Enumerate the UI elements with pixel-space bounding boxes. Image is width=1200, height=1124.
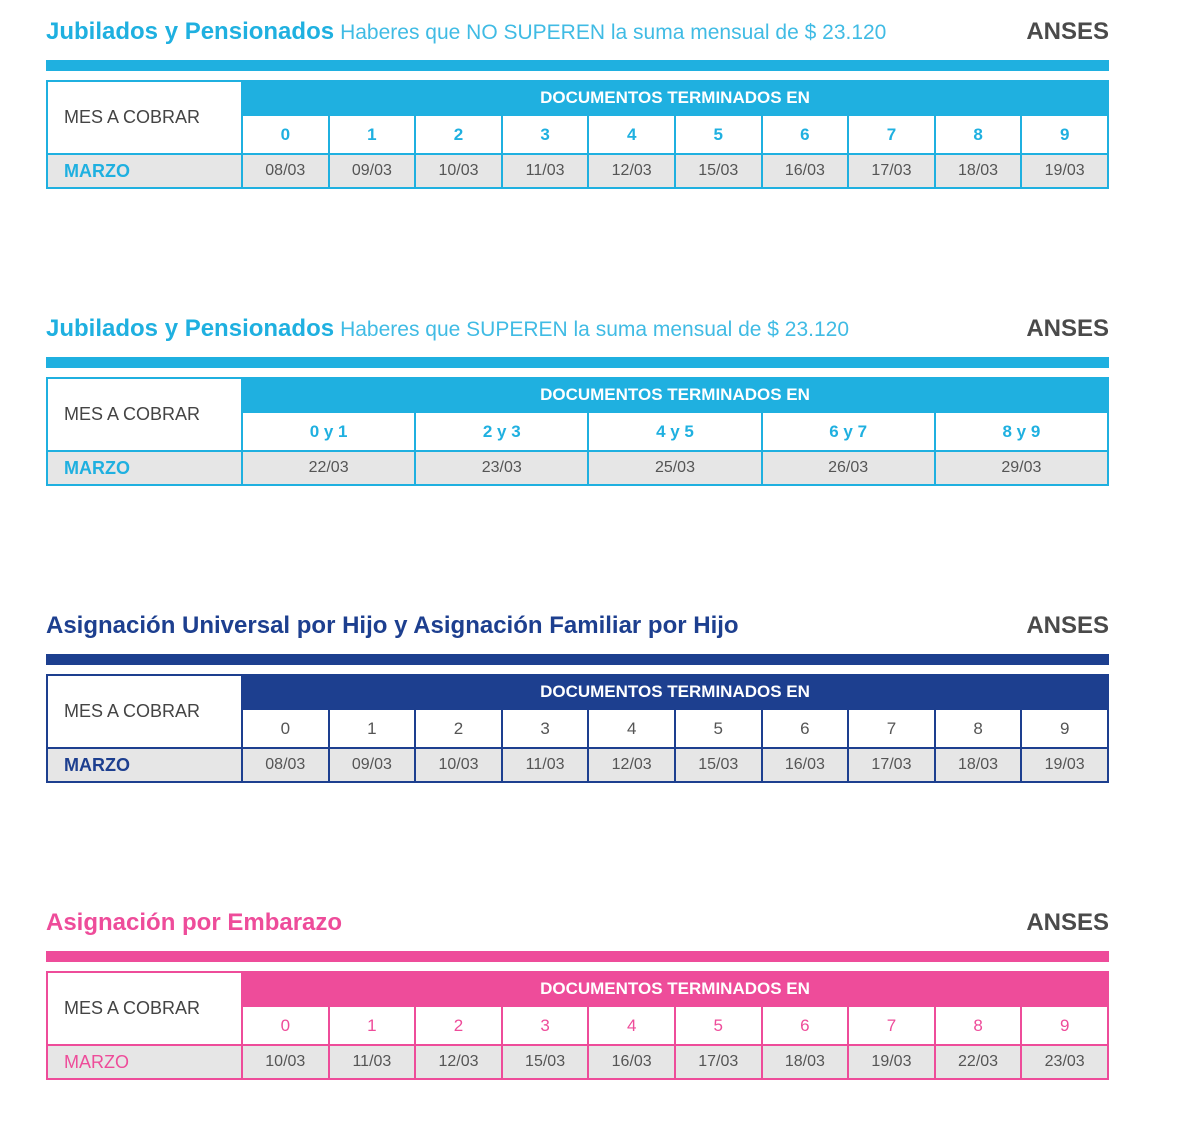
date-cell: 16/03 (588, 1045, 675, 1079)
date-cell: 19/03 (1021, 748, 1108, 782)
date-cell: 19/03 (1021, 154, 1108, 188)
documentos-header: DOCUMENTOS TERMINADOS EN (242, 378, 1108, 412)
date-cell: 23/03 (415, 451, 588, 485)
anses-brand: ANSES (1026, 18, 1109, 45)
date-cell: 10/03 (415, 154, 502, 188)
digit-cell: 8 (935, 1006, 1022, 1045)
section-title (46, 909, 342, 937)
digit-cell: 2 y 3 (415, 412, 588, 451)
schedule-section-jubilados-superen (46, 305, 1109, 478)
digit-cell: 4 (588, 115, 675, 154)
schedule-section-auh (46, 602, 1109, 775)
digit-cell: 1 (329, 709, 416, 748)
mes-a-cobrar-label: MES A COBRAR (47, 972, 242, 1045)
section-title-text: Jubilados y Pensionados (46, 315, 335, 342)
date-cell: 22/03 (242, 451, 415, 485)
digit-cell: 2 (415, 115, 502, 154)
digit-cell: 6 (762, 1006, 849, 1045)
digit-cell: 8 (935, 115, 1022, 154)
documentos-header: DOCUMENTOS TERMINADOS EN (242, 972, 1108, 1006)
digit-cell: 5 (675, 1006, 762, 1045)
date-cell: 17/03 (848, 748, 935, 782)
date-cell: 10/03 (242, 1045, 329, 1079)
date-cell: 11/03 (502, 748, 589, 782)
month-label: MARZO (47, 748, 242, 782)
section-subtitle: Haberes que SUPEREN la suma mensual de $ 23.120 (340, 318, 850, 341)
documentos-header: DOCUMENTOS TERMINADOS EN (242, 81, 1108, 115)
section-rule (46, 951, 1109, 962)
date-cell: 12/03 (415, 1045, 502, 1079)
section-title-text: Asignación por Embarazo (46, 909, 343, 936)
digit-cell: 3 (502, 709, 589, 748)
mes-a-cobrar-label: MES A COBRAR (47, 675, 242, 748)
digit-cell: 4 (588, 1006, 675, 1045)
date-cell: 11/03 (502, 154, 589, 188)
digit-cell: 8 y 9 (935, 412, 1108, 451)
digit-cell: 6 y 7 (762, 412, 935, 451)
digit-cell: 5 (675, 709, 762, 748)
digit-cell: 5 (675, 115, 762, 154)
digit-cell: 3 (502, 115, 589, 154)
date-cell: 15/03 (675, 748, 762, 782)
schedule-section-jubilados-no-superen (46, 8, 1109, 181)
payment-schedule-table (46, 377, 1109, 486)
section-title (46, 315, 849, 343)
month-label: MARZO (47, 1045, 242, 1079)
digit-cell: 0 (242, 709, 329, 748)
date-cell: 23/03 (1021, 1045, 1108, 1079)
anses-brand: ANSES (1026, 612, 1109, 639)
section-rule (46, 654, 1109, 665)
date-cell: 25/03 (588, 451, 761, 485)
documentos-header: DOCUMENTOS TERMINADOS EN (242, 675, 1108, 709)
payment-schedule-table (46, 674, 1109, 783)
section-rule (46, 60, 1109, 71)
payment-schedule-table (46, 971, 1109, 1080)
section-title (46, 18, 886, 46)
anses-brand: ANSES (1026, 909, 1109, 936)
date-cell: 22/03 (935, 1045, 1022, 1079)
digit-cell: 6 (762, 115, 849, 154)
date-cell: 18/03 (762, 1045, 849, 1079)
mes-a-cobrar-label: MES A COBRAR (47, 378, 242, 451)
digit-cell: 6 (762, 709, 849, 748)
digit-cell: 4 y 5 (588, 412, 761, 451)
date-cell: 09/03 (329, 154, 416, 188)
digit-cell: 3 (502, 1006, 589, 1045)
digit-cell: 2 (415, 1006, 502, 1045)
date-cell: 18/03 (935, 154, 1022, 188)
schedule-section-embarazo (46, 899, 1109, 1072)
digit-cell: 0 y 1 (242, 412, 415, 451)
month-label: MARZO (47, 451, 242, 485)
digit-cell: 7 (848, 709, 935, 748)
date-cell: 09/03 (329, 748, 416, 782)
date-cell: 12/03 (588, 748, 675, 782)
digit-cell: 1 (329, 1006, 416, 1045)
digit-cell: 0 (242, 1006, 329, 1045)
date-cell: 18/03 (935, 748, 1022, 782)
date-cell: 29/03 (935, 451, 1108, 485)
digit-cell: 8 (935, 709, 1022, 748)
anses-brand: ANSES (1026, 315, 1109, 342)
section-title-text: Jubilados y Pensionados (46, 18, 335, 45)
date-cell: 10/03 (415, 748, 502, 782)
digit-cell: 4 (588, 709, 675, 748)
date-cell: 26/03 (762, 451, 935, 485)
section-rule (46, 357, 1109, 368)
month-label: MARZO (47, 154, 242, 188)
digit-cell: 9 (1021, 1006, 1108, 1045)
section-title-text: Asignación Universal por Hijo y Asignación Familiar por Hijo (46, 612, 739, 639)
section-subtitle: Haberes que NO SUPEREN la suma mensual de $ 23.120 (340, 21, 887, 44)
date-cell: 08/03 (242, 748, 329, 782)
date-cell: 08/03 (242, 154, 329, 188)
section-title (46, 612, 739, 640)
mes-a-cobrar-label: MES A COBRAR (47, 81, 242, 154)
digit-cell: 9 (1021, 709, 1108, 748)
payment-schedule-table (46, 80, 1109, 189)
digit-cell: 7 (848, 115, 935, 154)
date-cell: 17/03 (848, 154, 935, 188)
digit-cell: 1 (329, 115, 416, 154)
date-cell: 15/03 (502, 1045, 589, 1079)
date-cell: 12/03 (588, 154, 675, 188)
date-cell: 16/03 (762, 748, 849, 782)
date-cell: 17/03 (675, 1045, 762, 1079)
date-cell: 16/03 (762, 154, 849, 188)
digit-cell: 2 (415, 709, 502, 748)
date-cell: 11/03 (329, 1045, 416, 1079)
digit-cell: 7 (848, 1006, 935, 1045)
date-cell: 15/03 (675, 154, 762, 188)
date-cell: 19/03 (848, 1045, 935, 1079)
digit-cell: 0 (242, 115, 329, 154)
digit-cell: 9 (1021, 115, 1108, 154)
